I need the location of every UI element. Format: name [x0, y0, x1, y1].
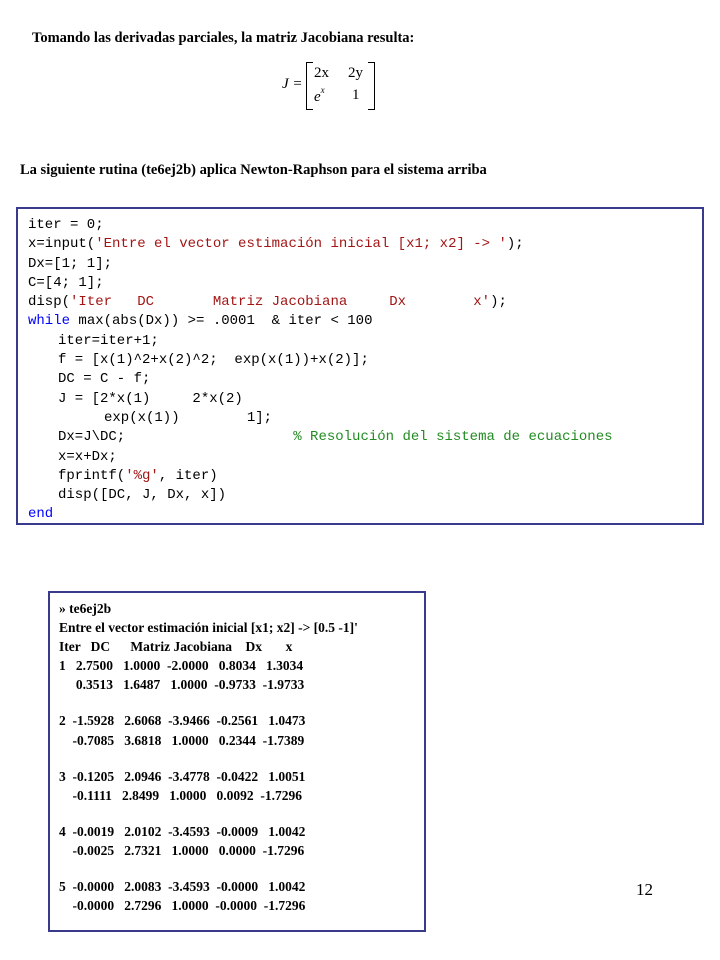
code-comment: % Resolución del sistema de ecuaciones [293, 429, 613, 446]
routine-heading: La siguiente rutina (te6ej2b) aplica Newton-Raphson para el sistema arriba [20, 162, 487, 178]
matrix-cell: 1 [352, 87, 360, 103]
page-number: 12 [636, 880, 653, 899]
code-line: disp([DC, J, Dx, x]) [58, 487, 227, 504]
code-line: f = [x(1)^2+x(2)^2; exp(x(1))+x(2)]; [58, 352, 369, 369]
matrix-cell: 2y [348, 65, 363, 81]
code-line: DC = C - f; [58, 371, 151, 388]
output-row: -0.1111 2.8499 1.0000 0.0092 -1.7296 [59, 787, 303, 803]
code-line: iter = 0; [28, 217, 104, 233]
code-line: C=[4; 1]; [28, 274, 104, 291]
code-line: exp(x(1)) 1]; [104, 409, 273, 426]
code-line: Dx=J\DC; % Resolución del sistema de ecuaciones [58, 429, 613, 446]
output-row: 0.3513 1.6487 1.0000 -0.9733 -1.9733 [59, 677, 305, 693]
code-line: J = [2*x(1) 2*x(2) [58, 390, 243, 407]
jacobian-matrix [282, 62, 378, 110]
matlab-code-box [16, 207, 704, 525]
code-line: Dx=[1; 1]; [28, 255, 113, 272]
matrix-cell: $e^x$ [314, 85, 325, 105]
code-line: end [28, 506, 54, 523]
output-row: -0.0000 2.7296 1.0000 -0.0000 -1.7296 [59, 898, 306, 914]
left-bracket [306, 62, 313, 110]
code-line: fprintf('%g', iter) [58, 467, 218, 484]
output-row: 5 -0.0000 2.0083 -3.4593 -0.0000 1.0042 [59, 879, 306, 895]
jacobian-heading: Tomando las derivadas parciales, la matriz Jacobiana resulta: [32, 30, 415, 46]
code-line: while max(abs(Dx)) >= .0001 & iter < 100 [28, 313, 373, 330]
output-header: Iter DC Matriz Jacobiana Dx x [59, 639, 293, 655]
output-row: 3 -0.1205 2.0946 -3.4778 -0.0422 1.0051 [59, 768, 306, 784]
output-row: -0.7085 3.6818 1.0000 0.2344 -1.7389 [59, 732, 305, 748]
code-line: x=input('Entre el vector estimación inicial [x1; x2] -> '); [28, 236, 524, 253]
output-command: » te6ej2b [59, 601, 112, 616]
matrix-label: J = [282, 76, 303, 92]
output-row: 4 -0.0019 2.0102 -3.4593 -0.0009 1.0042 [59, 823, 306, 839]
output-row: -0.0025 2.7321 1.0000 0.0000 -1.7296 [59, 842, 305, 858]
right-bracket [368, 62, 375, 110]
code-line: x=x+Dx; [58, 448, 117, 465]
matrix-cell: 2x [314, 65, 329, 81]
code-line: iter=iter+1; [58, 332, 159, 349]
output-prompt: Entre el vector estimación inicial [x1; x2] -> [0.5 -1]' [59, 620, 358, 636]
code-line: disp('Iter DC Matriz Jacobiana Dx x'); [28, 294, 507, 311]
console-output-box [48, 591, 426, 932]
output-row: 1 2.7500 1.0000 -2.0000 0.8034 1.3034 [59, 658, 304, 674]
output-row: 2 -1.5928 2.6068 -3.9466 -0.2561 1.0473 [59, 713, 306, 729]
